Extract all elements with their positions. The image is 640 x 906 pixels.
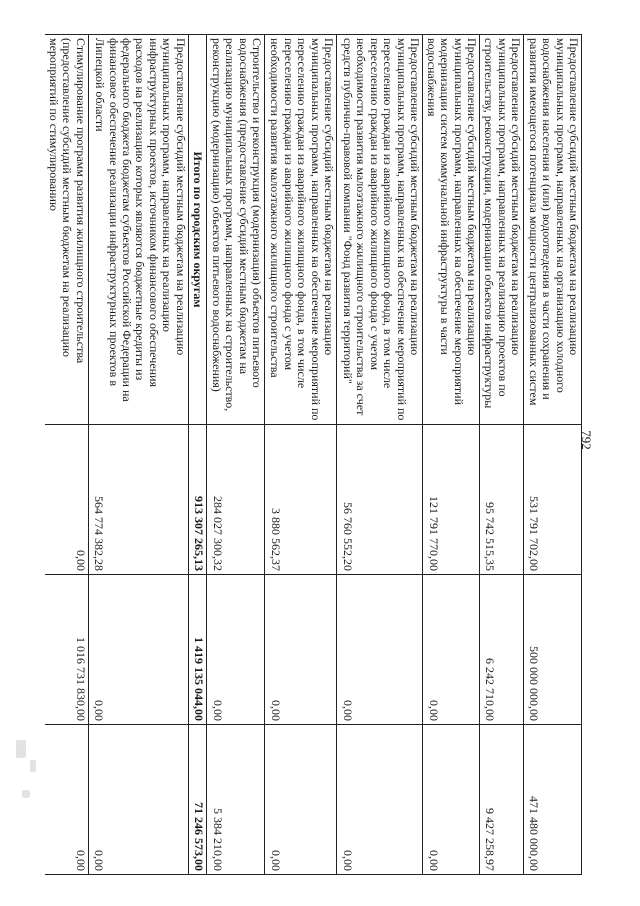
rotated-content: [46, 34, 582, 874]
table-row: [524, 35, 582, 875]
row-value-col1: 56 760 552,20: [337, 425, 423, 575]
row-description: Предоставление субсидий местным бюджетам на реализацию муниципальных программ, направленных на реализацию инфраструктурных проектов, источником финансового обеспечения расходов на реализацию которых являются бюджетные кредиты из федерального бюджета бюджетам субъектов Российской Федерации на финансовое обеспечение реализации инфраструктурных проектов в Липецкой области: [88, 35, 188, 425]
row-value-col1: 121 791 770,00: [423, 425, 480, 575]
budget-table: [46, 34, 583, 875]
row-value-col3: 471 480 000,00: [524, 725, 582, 875]
row-description: Предоставление субсидий местным бюджетам на реализацию муниципальных программ, направленных на обеспечение мероприятий модернизации систем коммунальной инфраструктуры в части водоснабжения: [423, 35, 480, 425]
row-description: Строительство и реконструкция (модернизация) объектов питьевого водоснабжения (предоставление субсидий местным бюджетам на реализацию муниципальных программ, направленных на строительство, реконструкцию (модернизацию) объектов питьевого водоснабжения): [207, 35, 265, 425]
rotated-page: [46, 34, 582, 874]
row-value-col3: 0,00: [46, 725, 89, 875]
row-value-col2: 0,00: [88, 575, 188, 725]
row-value-col2: 0,00: [207, 575, 265, 725]
row-value-col2: 0,00: [337, 575, 423, 725]
table-row: [423, 35, 480, 875]
scan-speck: [22, 790, 30, 798]
row-value-col1: 0,00: [46, 425, 89, 575]
row-value-col2: 1 016 731 830,00: [46, 575, 89, 725]
row-value-col3: 0,00: [265, 725, 337, 875]
table-row: [207, 35, 265, 875]
row-value-col3: 0,00: [423, 725, 480, 875]
table-row: [337, 35, 423, 875]
total-value-col3: 71 246 573,00: [188, 725, 206, 875]
total-label: Итого по городским округам: [188, 35, 206, 425]
total-value-col1: 913 307 265,13: [188, 425, 206, 575]
total-row: [188, 35, 206, 875]
row-value-col1: 3 880 562,37: [265, 425, 337, 575]
scan-speck: [30, 760, 36, 772]
row-value-col2: 6 242 710,00: [480, 575, 524, 725]
row-description: Стимулирование программ развития жилищного строительства (предоставление субсидий местным бюджетам на реализацию мероприятий по стимулированию: [46, 35, 89, 425]
table-row: [480, 35, 524, 875]
scan-speck: [16, 740, 26, 758]
table-row: [88, 35, 188, 875]
table-row: [265, 35, 337, 875]
row-description: Предоставление субсидий местным бюджетам на реализацию муниципальных программ, направленных на реализацию проектов по строительству, реконструкции, модернизации объектов инфраструктуры: [480, 35, 524, 425]
row-value-col2: 0,00: [423, 575, 480, 725]
total-value-col2: 1 419 135 044,00: [188, 575, 206, 725]
row-description: Предоставление субсидий местным бюджетам на реализацию муниципальных программ, направленных на обеспечение мероприятий по переселению граждан из аварийного жилищного фонда, в том числе переселению граждан из аварийного жилищного фонда с учетом необходимости развития малоэтажного жилищного строительства: [265, 35, 337, 425]
row-value-col2: 0,00: [265, 575, 337, 725]
row-value-col1: 531 791 702,00: [524, 425, 582, 575]
row-value-col1: 284 027 300,32: [207, 425, 265, 575]
row-value-col3: 9 427 258,97: [480, 725, 524, 875]
row-value-col3: 5 384 210,00: [207, 725, 265, 875]
row-value-col2: 500 000 000,00: [524, 575, 582, 725]
row-value-col3: 0,00: [337, 725, 423, 875]
page-number: 792: [579, 430, 594, 450]
table-row-cut-off: [46, 35, 89, 875]
row-description: Предоставление субсидий местным бюджетам на реализацию муниципальных программ, направленных на организацию холодного водоснабжения населения и (или) водоотведения в части сохранения и развития имеющегося потенциала мощности централизованных систем: [524, 35, 582, 425]
row-value-col1: 564 774 382,28: [88, 425, 188, 575]
row-value-col1: 95 742 515,35: [480, 425, 524, 575]
row-description: Предоставление субсидий местным бюджетам на реализацию муниципальных программ, направленных на обеспечение мероприятий по переселению граждан из аварийного жилищного фонда, в том числе переселению граждан из аварийного жилищного фонда с учетом необходимости развития малоэтажного жилищного строительства за счет средств публично-правовой компании "Фонд развития территорий": [337, 35, 423, 425]
row-value-col3: 0,00: [88, 725, 188, 875]
